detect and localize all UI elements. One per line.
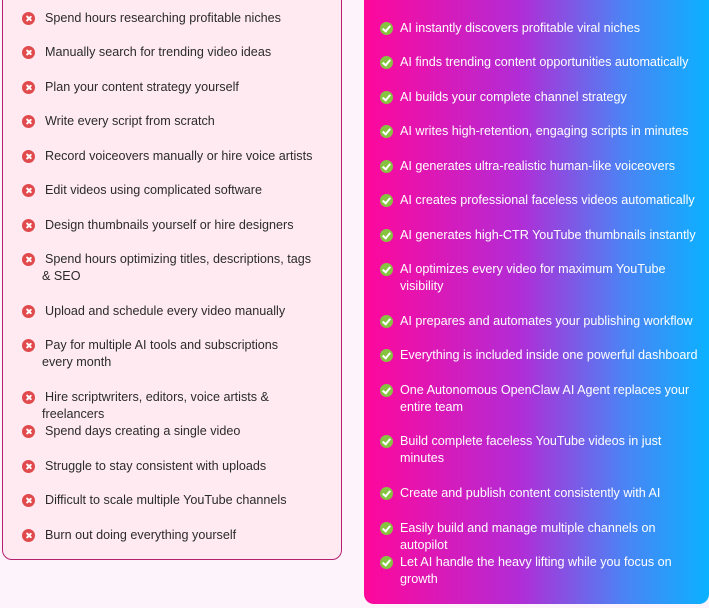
x-circle-icon [22,12,35,25]
x-circle-icon [22,115,35,128]
list-item: Let AI handle the heavy lifting while you focus on growth [380,554,680,588]
check-circle-icon [380,125,393,138]
list-item: Burn out doing everything yourself [22,527,322,544]
list-item: AI generates ultra-realistic human-like voiceovers [380,158,698,175]
check-circle-icon [380,160,393,173]
list-item: Difficult to scale multiple YouTube channels [22,492,322,509]
x-circle-icon [22,425,35,438]
check-circle-icon [380,22,393,35]
list-item: Create and publish content consistently with AI [380,485,698,502]
check-circle-icon [380,315,393,328]
x-circle-icon [22,81,35,94]
list-item: Spend hours optimizing titles, descriptions, tags & SEO [22,251,317,285]
list-item: Build complete faceless YouTube videos in just minutes [380,433,670,467]
list-item: Spend days creating a single video [22,423,322,440]
list-item: Edit videos using complicated software [22,182,322,199]
list-item: AI finds trending content opportunities automatically [380,54,698,71]
x-circle-icon [22,339,35,352]
check-circle-icon [380,435,393,448]
list-item: Easily build and manage multiple channels on autopilot [380,520,698,554]
list-item: AI creates professional faceless videos automatically [380,192,698,209]
check-circle-icon [380,522,393,535]
list-item: Upload and schedule every video manually [22,303,322,320]
x-circle-icon [22,494,35,507]
check-circle-icon [380,56,393,69]
list-item: Manually search for trending video ideas [22,44,322,61]
list-item: AI generates high-CTR YouTube thumbnails instantly [380,227,698,244]
x-circle-icon [22,305,35,318]
x-circle-icon [22,150,35,163]
x-circle-icon [22,391,35,404]
list-item: Plan your content strategy yourself [22,79,322,96]
list-item: Pay for multiple AI tools and subscriptions every month [22,337,312,371]
list-item: Spend hours researching profitable niches [22,10,322,27]
list-item: Everything is included inside one powerful dashboard [380,347,698,364]
check-circle-icon [380,487,393,500]
x-circle-icon [22,529,35,542]
list-item: AI optimizes every video for maximum YouTube visibility [380,261,680,295]
check-circle-icon [380,263,393,276]
check-circle-icon [380,384,393,397]
check-circle-icon [380,229,393,242]
list-item: One Autonomous OpenClaw AI Agent replaces your entire team [380,382,690,416]
check-circle-icon [380,349,393,362]
x-circle-icon [22,460,35,473]
list-item: AI writes high-retention, engaging scripts in minutes [380,123,698,140]
x-circle-icon [22,219,35,232]
list-item: AI prepares and automates your publishing workflow [380,313,698,330]
list-item: Write every script from scratch [22,113,322,130]
list-item: Struggle to stay consistent with uploads [22,458,322,475]
list-item: Design thumbnails yourself or hire designers [22,217,322,234]
list-item: AI builds your complete channel strategy [380,89,698,106]
list-item: Record voiceovers manually or hire voice artists [22,148,322,165]
x-circle-icon [22,184,35,197]
x-circle-icon [22,253,35,266]
check-circle-icon [380,556,393,569]
list-item: Hire scriptwriters, editors, voice artists & freelancers [22,389,332,423]
list-item: AI instantly discovers profitable viral niches [380,20,698,37]
x-circle-icon [22,46,35,59]
check-circle-icon [380,194,393,207]
check-circle-icon [380,91,393,104]
